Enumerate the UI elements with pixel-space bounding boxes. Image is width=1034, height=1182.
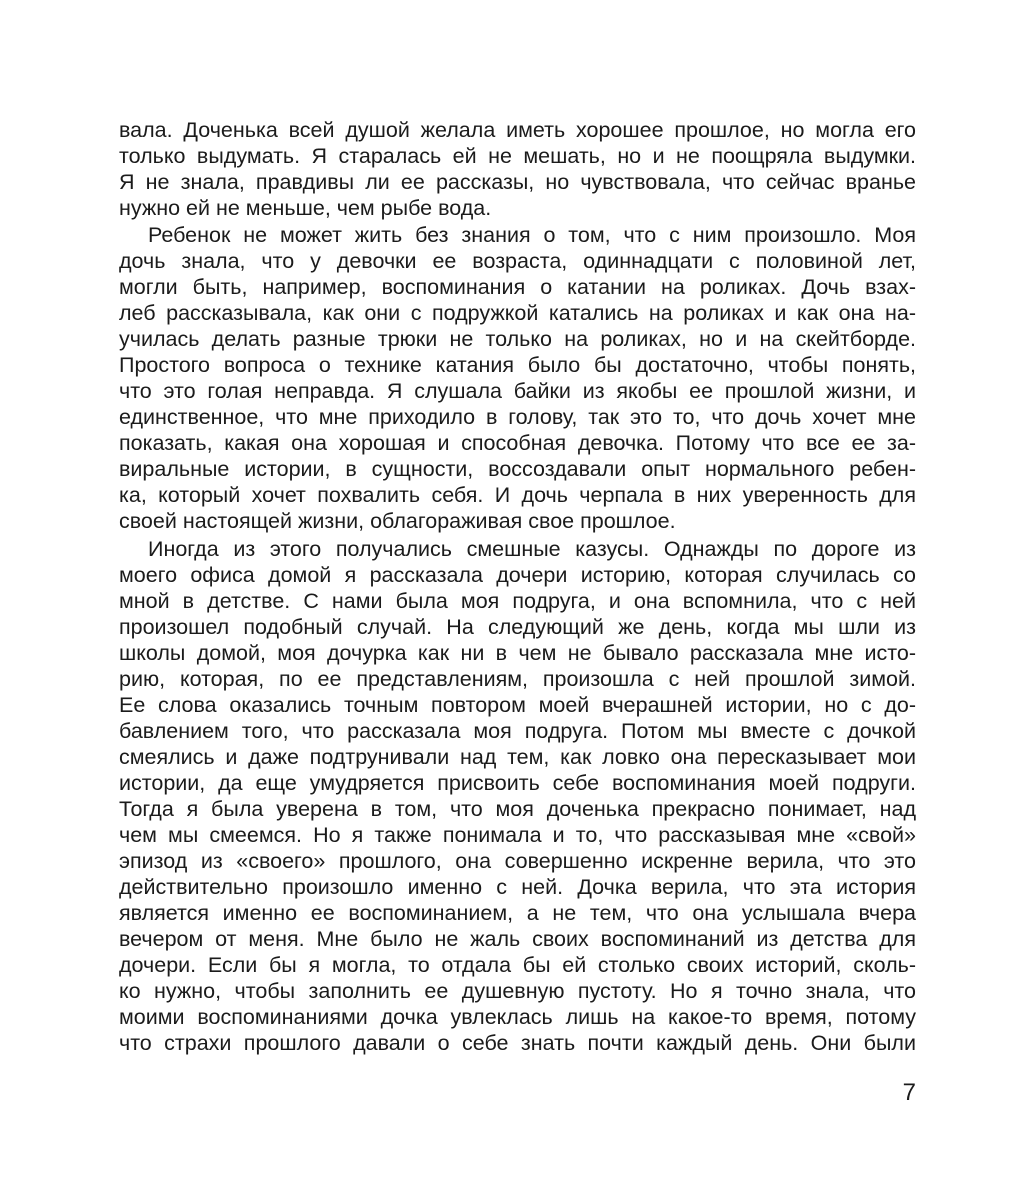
text-line: училась делать разные трюки не только на роликах, но и на скейтборде.	[119, 327, 916, 351]
text-line: вечером от меня. Мне было не жаль своих воспоминаний из детства для	[119, 927, 916, 951]
text-line: моего офиса домой я рассказала дочери историю, которая случилась со	[119, 563, 916, 587]
text-line: чем мы смеемся. Но я также понимала и то, что рассказывая мне «свой»	[119, 823, 916, 847]
text-line: эпизод из «своего» прошлого, она совершенно искренне верила, что это	[119, 849, 916, 873]
text-line: ко нужно, чтобы заполнить ее душевную пустоту. Но я точно знала, что	[119, 979, 916, 1003]
text-line: что это голая неправда. Я слушала байки из якобы ее прошлой жизни, и	[119, 379, 916, 403]
text-line: могли быть, например, воспоминания о катании на роликах. Дочь взах-	[119, 275, 916, 299]
text-line: рию, которая, по ее представлениям, произошла с ней прошлой зимой.	[119, 667, 916, 691]
text-line: Тогда я была уверена в том, что моя доченька прекрасно понимает, над	[119, 797, 916, 821]
text-line: истории, да еще умудряется присвоить себе воспоминания моей подруги.	[119, 771, 916, 795]
text-line: леб рассказывала, как они с подружкой катались на роликах и как она на-	[119, 301, 916, 325]
text-line: единственное, что мне приходило в голову, так это то, что дочь хочет мне	[119, 405, 916, 429]
text-line: Простого вопроса о технике катания было бы достаточно, чтобы понять,	[119, 353, 916, 377]
text-line: только выдумать. Я старалась ей не мешать, но и не поощряла выдумки.	[119, 144, 916, 168]
text-line: смеялись и даже подтрунивали над тем, как ловко она пересказывает мои	[119, 745, 916, 769]
text-line: показать, какая она хорошая и способная девочка. Потому что все ее за-	[119, 431, 916, 455]
text-line: своей настоящей жизни, облагораживая свое прошлое.	[119, 509, 676, 533]
text-line: ка, который хочет похвалить себя. И дочь черпала в них уверенность для	[119, 483, 916, 507]
text-line: дочь знала, что у девочки ее возраста, одиннадцати с половиной лет,	[119, 249, 916, 273]
text-line: дочери. Если бы я могла, то отдала бы ей столько своих историй, сколь-	[119, 953, 916, 977]
text-line: действительно произошло именно с ней. Дочка верила, что эта история	[119, 875, 916, 899]
text-line: нужно ей не меньше, чем рыбе вода.	[119, 196, 492, 220]
text-line: что страхи прошлого давали о себе знать почти каждый день. Они были	[119, 1031, 916, 1055]
text-line: мной в детстве. С нами была моя подруга, и она вспомнила, что с ней	[119, 589, 916, 613]
text-line: Иногда из этого получались смешные казусы. Однажды по дороге из	[148, 537, 916, 561]
text-line: Ребенок не может жить без знания о том, что с ним произошло. Моя	[148, 223, 916, 247]
text-line: вала. Доченька всей душой желала иметь хорошее прошлое, но могла его	[119, 118, 916, 142]
text-line: произошел подобный случай. На следующий же день, когда мы шли из	[119, 615, 916, 639]
text-line: виральные истории, в сущности, воссоздавали опыт нормального ребен-	[119, 457, 916, 481]
text-line: Ее слова оказались точным повтором моей вчерашней истории, но с до-	[119, 693, 916, 717]
text-line: Я не знала, правдивы ли ее рассказы, но чувствовала, что сейчас вранье	[119, 170, 916, 194]
text-line: моими воспоминаниями дочка увлеклась лишь на какое-то время, потому	[119, 1005, 916, 1029]
text-line: школы домой, моя дочурка как ни в чем не бывало рассказала мне исто-	[119, 641, 916, 665]
text-line: бавлением того, что рассказала моя подруга. Потом мы вместе с дочкой	[119, 719, 916, 743]
page-number: 7	[902, 1079, 916, 1106]
text-line: является именно ее воспоминанием, а не тем, что она услышала вчера	[119, 901, 916, 925]
